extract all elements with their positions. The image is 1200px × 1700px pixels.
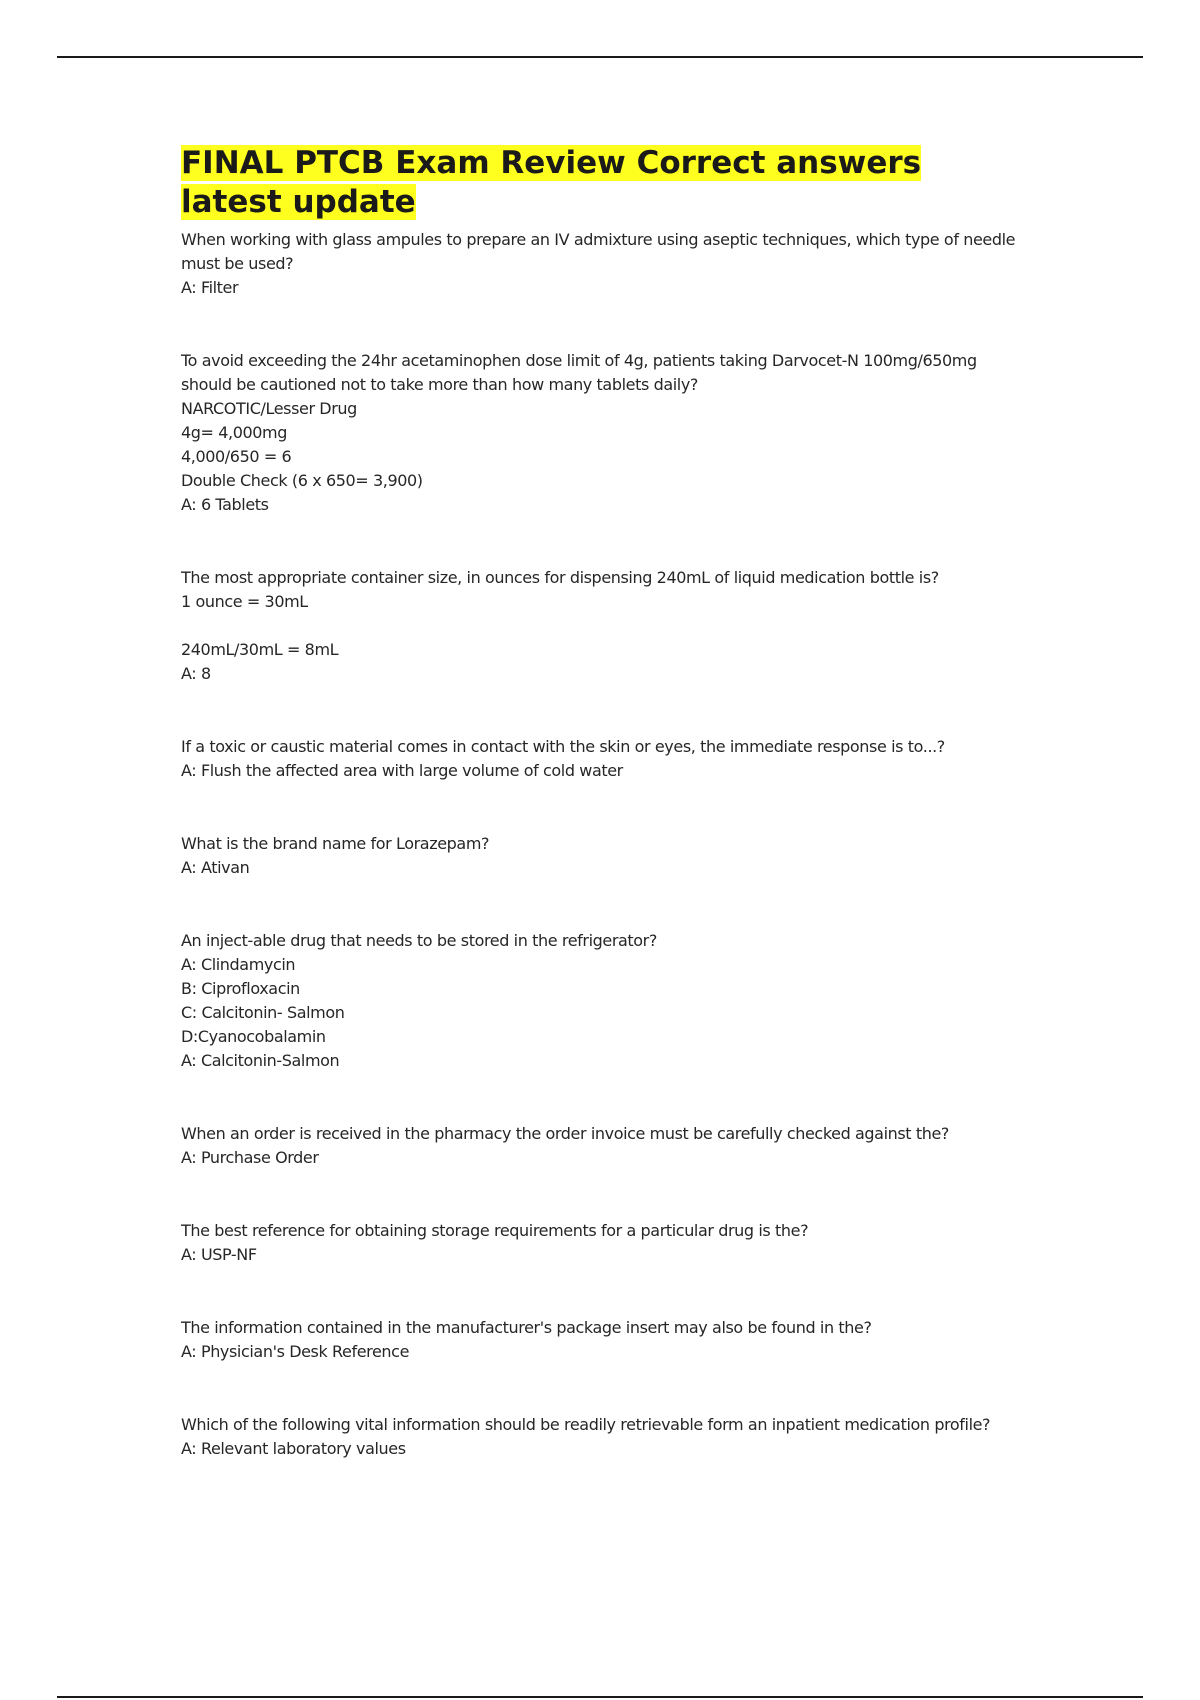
- qa-item: [181, 228, 1031, 300]
- qa-line: Double Check (6 x 650= 3,900): [181, 471, 423, 490]
- question-text: When an order is received in the pharmacy the order invoice must be carefully checked against the?: [181, 1124, 950, 1143]
- qa-list: [181, 228, 1031, 1461]
- title-highlight: FINAL PTCB Exam Review Correct answers latest update: [181, 145, 922, 220]
- question-text: The best reference for obtaining storage requirements for a particular drug is the?: [181, 1221, 809, 1240]
- answer-text: A: Relevant laboratory values: [181, 1439, 406, 1458]
- answer-text: A: Calcitonin-Salmon: [181, 1051, 340, 1070]
- question-text: When working with glass ampules to prepare an IV admixture using aseptic techniques, which type of needle must be used?: [181, 230, 1020, 273]
- answer-text: A: Filter: [181, 278, 239, 297]
- qa-item: [181, 832, 1031, 880]
- page-bottom-rule: [57, 1696, 1143, 1698]
- qa-line: D:Cyanocobalamin: [181, 1027, 326, 1046]
- question-text: What is the brand name for Lorazepam?: [181, 834, 490, 853]
- question-text: The most appropriate container size, in ounces for dispensing 240mL of liquid medication bottle is?: [181, 568, 939, 587]
- qa-item: [181, 735, 1031, 783]
- page-top-rule: [57, 56, 1143, 58]
- qa-line: 4,000/650 = 6: [181, 447, 292, 466]
- qa-item: [181, 566, 1031, 686]
- question-text: The information contained in the manufacturer's package insert may also be found in the?: [181, 1318, 872, 1337]
- document-title: [181, 144, 1031, 222]
- answer-text: A: USP-NF: [181, 1245, 257, 1264]
- question-text: Which of the following vital information should be readily retrievable form an inpatient medication profile?: [181, 1415, 991, 1434]
- qa-line: C: Calcitonin- Salmon: [181, 1003, 345, 1022]
- answer-text: A: Flush the affected area with large volume of cold water: [181, 761, 623, 780]
- answer-text: A: 6 Tablets: [181, 495, 269, 514]
- answer-text: A: 8: [181, 664, 211, 683]
- document-body: [181, 144, 1031, 1510]
- qa-line: 240mL/30mL = 8mL: [181, 640, 339, 659]
- question-text: An inject-able drug that needs to be stored in the refrigerator?: [181, 931, 657, 950]
- qa-item: [181, 929, 1031, 1073]
- qa-line: A: Clindamycin: [181, 955, 296, 974]
- answer-text: A: Physician's Desk Reference: [181, 1342, 410, 1361]
- blank-line: [181, 614, 1031, 638]
- qa-item: [181, 1316, 1031, 1364]
- qa-line: NARCOTIC/Lesser Drug: [181, 399, 357, 418]
- qa-line: 4g= 4,000mg: [181, 423, 287, 442]
- qa-item: [181, 1122, 1031, 1170]
- qa-line: 1 ounce = 30mL: [181, 592, 308, 611]
- question-text: If a toxic or caustic material comes in contact with the skin or eyes, the immediate response is to...?: [181, 737, 945, 756]
- answer-text: A: Ativan: [181, 858, 250, 877]
- question-text: To avoid exceeding the 24hr acetaminophen dose limit of 4g, patients taking Darvocet-N 100mg/650mg should be cautioned not to take more than how many tablets daily?: [181, 351, 982, 394]
- answer-text: A: Purchase Order: [181, 1148, 319, 1167]
- qa-item: [181, 1219, 1031, 1267]
- qa-item: [181, 349, 1031, 517]
- qa-item: [181, 1413, 1031, 1461]
- qa-line: B: Ciprofloxacin: [181, 979, 300, 998]
